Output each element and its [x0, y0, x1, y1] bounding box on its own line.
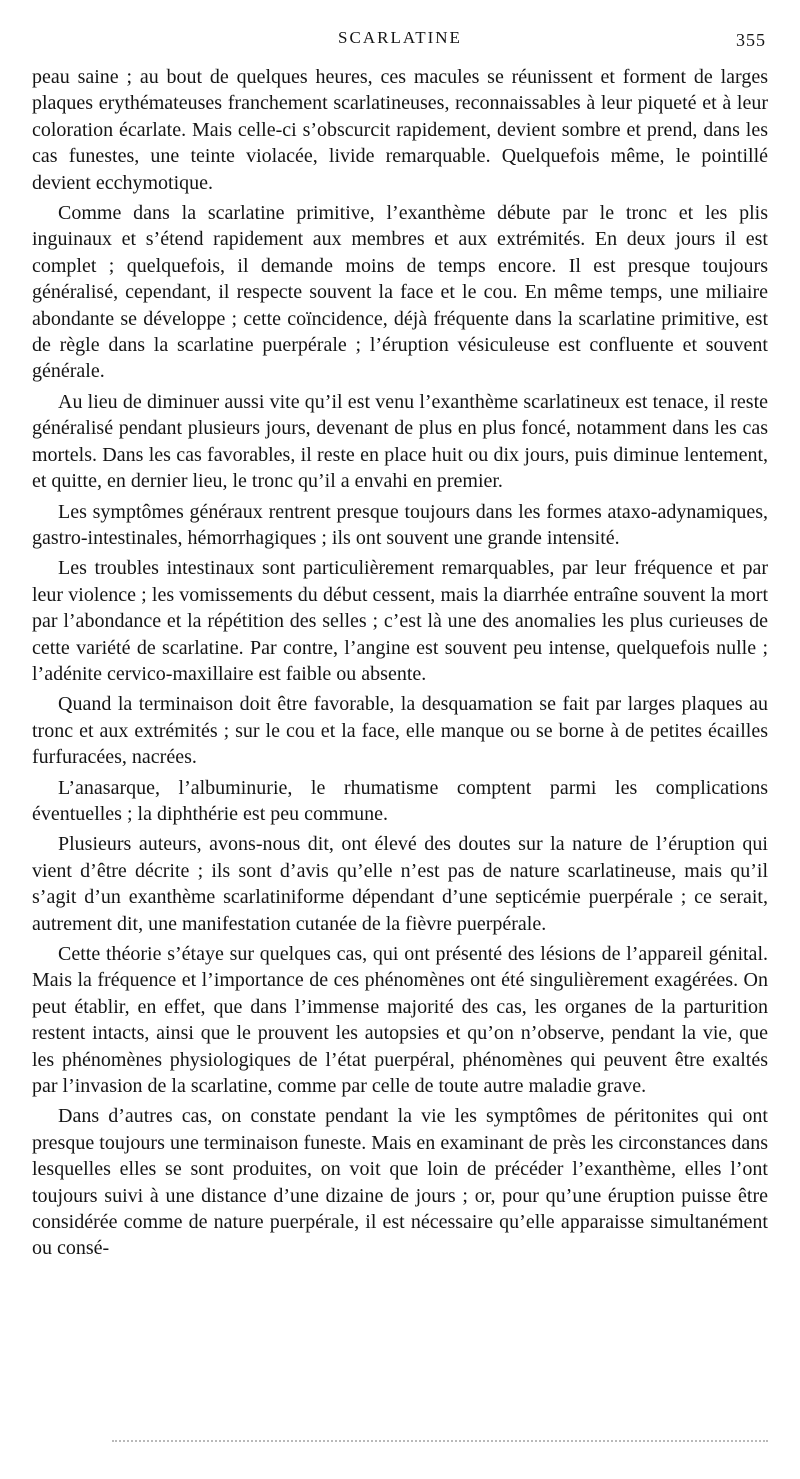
scan-artifact-line [112, 1440, 768, 1442]
paragraph: Au lieu de diminuer aussi vite qu’il est venu l’exanthème scarlatineux est tenace, il reste généralisé pendant plusieurs jours, devenant de plus en plus foncé, notamment dans les cas mortels. Dans les cas favorables, il reste en place huit ou dix jours, puis diminue lentement, et quitte, en dernier lieu, le tronc qu’il a envahi en premier. [32, 390, 768, 493]
paragraph: Comme dans la scarlatine primitive, l’exanthème débute par le tronc et les plis inguinaux et s’étend rapidement aux membres et aux extrémités. En deux jours il est complet ; quelquefois, il demande moins de temps encore. Il est presque toujours généralisé, cependant, il respecte souvent la face et le cou. En même temps, une miliaire abondante se développe ; cette coïncidence, déjà fréquente dans la scarlatine primitive, est de règle dans la scarlatine puerpérale ; l’éruption vésiculeuse est confluente et souvent générale. [32, 202, 768, 383]
paragraph: peau saine ; au bout de quelques heures, ces macules se réunissent et forment de larges plaques erythémateuses franchement scarlatineuses, reconnaissables à leur piqueté et à leur coloration écarlate. Mais celle-ci s’obscurcit rapidement, devient sombre et prend, dans les cas funestes, une teinte violacée, livide remarquable. Quelquefois même, le pointillé devient ecchymotique. [32, 66, 768, 194]
paragraph: Les symptômes généraux rentrent presque toujours dans les formes ataxo-adynamiques, gastro-intestinales, hémorrhagiques ; ils ont souvent une grande intensité. [32, 500, 768, 549]
paragraph: Dans d’autres cas, on constate pendant la vie les symptômes de péritonites qui ont presque toujours une terminaison funeste. Mais en examinant de près les circonstances dans lesquelles elles se sont produites, on voit que loin de précéder l’exanthème, elles l’ont toujours suivi à une distance d’une dizaine de jours ; or, pour qu’une éruption puisse être considérée comme de nature puerpérale, il est nécessaire qu’elle apparaisse simultanément ou consé- [32, 1105, 768, 1260]
paragraph: Cette théorie s’étaye sur quelques cas, qui ont présenté des lésions de l’appareil génital. Mais la fréquence et l’importance de ces phénomènes ont été singulièrement exagérées. On peut établir, en effet, que dans l’immense majorité des cas, les organes de la parturition restent intacts, ainsi que le prouvent les autopsies et qu’on n’observe, pendant la vie, que les phénomènes physiologiques de l’état puerpéral, phénomènes qui peuvent être exaltés par l’invasion de la scarlatine, comme par celle de toute autre maladie grave. [32, 943, 768, 1098]
paragraph: Les troubles intestinaux sont particulièrement remarquables, par leur fréquence et par leur violence ; les vomissements du début cessent, mais la diarrhée entraîne souvent la mort par l’abondance et la répétition des selles ; c’est là une des anomalies les plus curieuses de cette variété de scarlatine. Par contre, l’angine est souvent peu intense, quelquefois nulle ; l’adénite cervico-maxillaire est faible ou absente. [32, 557, 768, 685]
running-title: SCARLATINE [338, 28, 462, 47]
book-page [32, 28, 768, 1262]
paragraph: Quand la terminaison doit être favorable, la desquamation se fait par larges plaques au tronc et aux extrémités ; sur le cou et la face, elle manque ou se borne à de petites écailles furfuracées, nacrées. [32, 693, 768, 769]
body-text [32, 64, 768, 1262]
running-header [32, 28, 768, 58]
paragraph: Plusieurs auteurs, avons-nous dit, ont élevé des doutes sur la nature de l’éruption qui vient d’être décrite ; ils sont d’avis qu’elle n’est pas de nature scarlatineuse, mais qu’il s’agit d’un exanthème scarlatiniforme dépendant d’une septicémie puerpérale ; ce serait, autrement dit, une manifestation cutanée de la fièvre puerpérale. [32, 833, 768, 935]
paragraph: L’anasarque, l’albuminurie, le rhumatisme comptent parmi les complications éventuelles ; la diphthérie est peu commune. [32, 776, 768, 825]
page-number: 355 [736, 30, 766, 50]
